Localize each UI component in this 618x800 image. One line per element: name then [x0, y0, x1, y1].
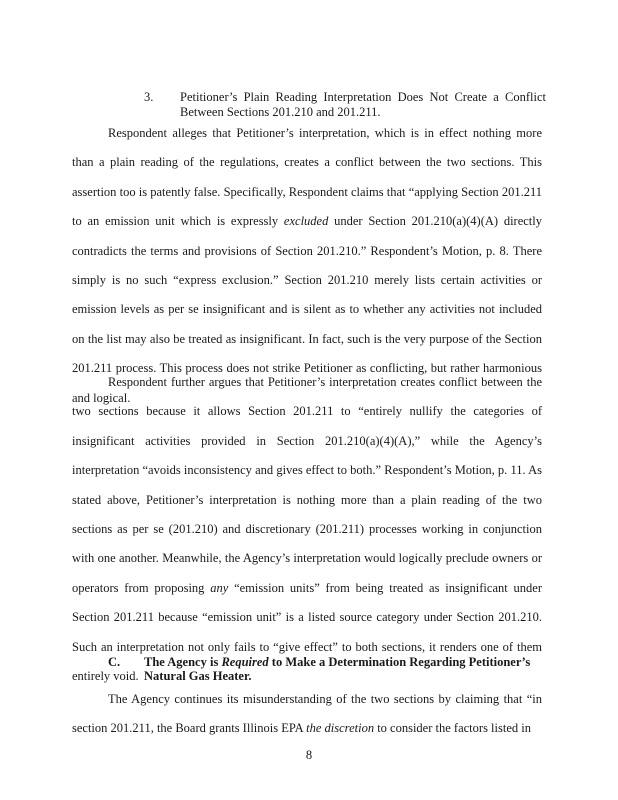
paragraph-agency-misunderstanding: [72, 685, 542, 744]
paragraph-text: The Agency continues its misunderstanding of the two sections by claiming that “in section 201.211, the Board grants Illinois EPA: [72, 692, 542, 736]
section-letter: C.: [108, 655, 121, 669]
subsection-title: Petitioner’s Plain Reading Interpretation Does Not Create a Conflict Between Sections 201.210 and 201.211.: [180, 90, 546, 119]
emphasis-text: any: [210, 580, 229, 595]
paragraph-text: under Section 201.210(a)(4)(A) directly contradicts the terms and provisions of Section 201.210.” Respondent’s Motion, p. 8. There simply is no such “express exclusion.” Section 201.210 merely lists certain activities or emission levels as per se insignificant and is silent as to whether any activities not included on the list may also be treated as insignificant. In fact, such is the very purpose of the Section 201.211 process. This process does not strike Petitioner as conflicting, but rather harmonious and logical.: [72, 214, 542, 405]
paragraph-text: Respondent further argues that Petitioner’s interpretation creates conflict between the two sections because it allows Section 201.211 to “entirely nullify the categories of insignificant activities provided in Section 201.210(a)(4)(A),” while the Agency’s interpretation “avoids inconsistency and gives effect to both.” Respondent’s Motion, p. 11. As stated above, Petitioner’s interpretation is nothing more than a plain reading of the two sections as per se (201.210) and discretionary (201.211) processes working in conjunction with one another. Meanwhile, the Agency’s interpretation would logically preclude owners or operators from proposing: [72, 375, 542, 595]
page-number: 8: [305, 748, 313, 762]
paragraph-text: “emission units” from being treated as insignificant under Section 201.211 because “emission unit” is a listed source category under Section 201.210. Such an interpretation not only fails to “give effect” to both sections, it renders one of them entirely void.: [72, 580, 542, 684]
emphasis-text: excluded: [283, 214, 329, 229]
subsection-number: 3.: [144, 90, 154, 104]
section-title-text: The Agency is: [144, 655, 222, 669]
section-title-emphasis: Required: [221, 655, 269, 669]
section-title: [144, 655, 544, 683]
paragraph-text: to consider the factors listed in: [374, 721, 531, 736]
section-title-text: to Make a Determination Regarding Petitioner’s Natural Gas Heater.: [144, 655, 531, 683]
paragraph-text: Respondent alleges that Petitioner’s interpretation, which is in effect nothing more than a plain reading of the regulations, creates a conflict between the two sections. This assertion too is patently false. Specifically, Respondent claims that “applying Section 201.211 to an emission unit which is expressly: [72, 126, 542, 229]
paragraph-further-argument: [72, 368, 542, 691]
emphasis-text: the discretion: [306, 721, 375, 736]
